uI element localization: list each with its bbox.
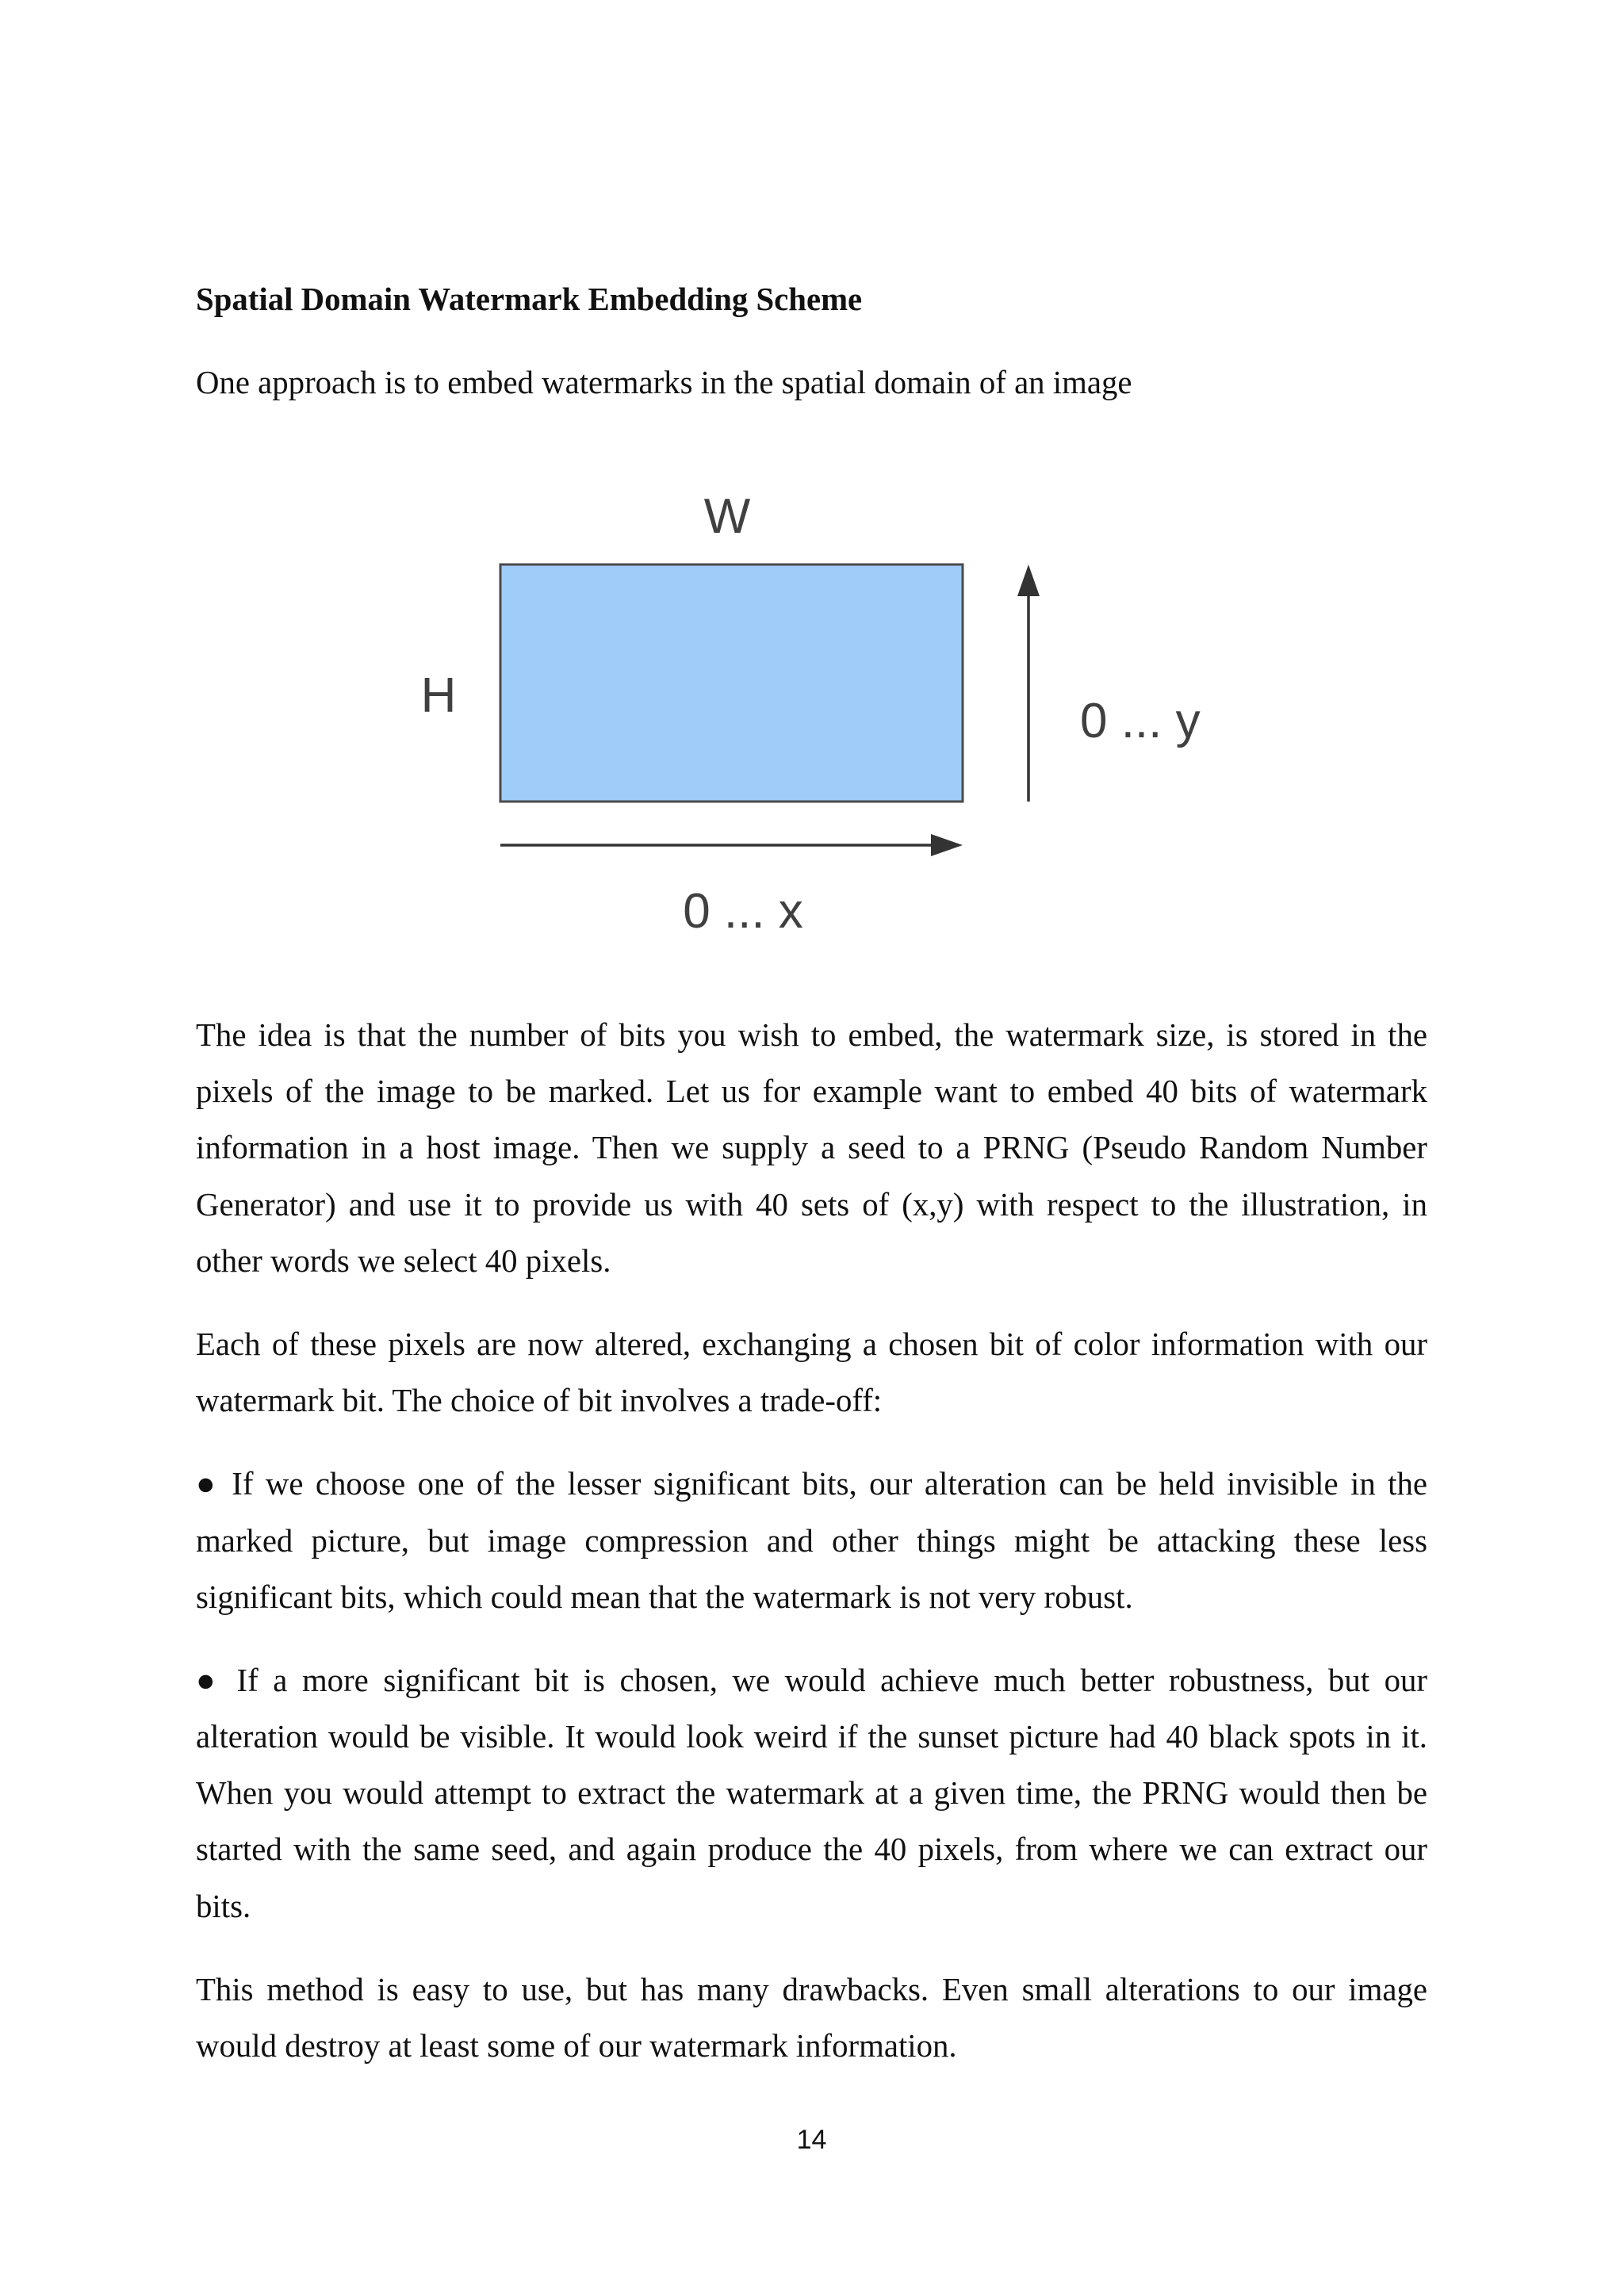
y-axis-label: 0 ... y bbox=[1080, 694, 1201, 748]
paragraph-line: Generator) and use it to provide us with 40 sets of (x,y) with respect to the illustration, in bbox=[196, 1186, 1427, 1223]
y-axis-arrow-head bbox=[1017, 564, 1040, 596]
paragraph-line: watermark bit. The choice of bit involves a trade-off: bbox=[196, 1383, 883, 1419]
paragraph-line: When you would attempt to extract the watermark at a given time, the PRNG would then be bbox=[196, 1775, 1427, 1812]
paragraph-line: The idea is that the number of bits you wish to embed, the watermark size, is stored in the bbox=[196, 1017, 1427, 1053]
x-axis-arrow bbox=[500, 834, 963, 856]
width-label: W bbox=[703, 489, 751, 544]
paragraph-line: marked picture, but image compression and other things might be attacking these less bbox=[196, 1522, 1427, 1559]
height-label: H bbox=[420, 668, 457, 723]
paragraph-line: started with the same seed, and again produce the 40 pixels, from where we can extract our bbox=[196, 1831, 1427, 1868]
x-axis-arrow-head bbox=[931, 834, 963, 856]
paragraph-line: significant bits, which could mean that the watermark is not very robust. bbox=[196, 1578, 1133, 1615]
image-rectangle bbox=[500, 564, 963, 802]
paragraph-line: alteration would be visible. It would look weird if the sunset picture had 40 black spots in it. bbox=[196, 1719, 1427, 1755]
paragraph-line: This method is easy to use, but has many drawbacks. Even small alterations to our image bbox=[196, 1971, 1427, 2007]
page-number: 14 bbox=[796, 2125, 827, 2155]
paragraph-5 bbox=[196, 1961, 1427, 2074]
paragraph-line: would destroy at least some of our watermark information. bbox=[196, 2028, 957, 2064]
x-axis-label: 0 ... x bbox=[683, 884, 803, 939]
paragraph-line: pixels of the image to be marked. Let us for example want to embed 40 bits of watermark bbox=[196, 1073, 1427, 1110]
paragraph-2 bbox=[196, 1316, 1427, 1429]
paragraph-line: Each of these pixels are now altered, exchanging a chosen bit of color information with our bbox=[196, 1326, 1427, 1362]
section-heading: Spatial Domain Watermark Embedding Scheme bbox=[196, 281, 863, 317]
paragraph-line: information in a host image. Then we supply a seed to a PRNG (Pseudo Random Number bbox=[196, 1130, 1427, 1166]
paragraph-line: ● If a more significant bit is chosen, we would achieve much better robustness, but our bbox=[196, 1662, 1427, 1698]
bullet-paragraph-1 bbox=[196, 1456, 1427, 1625]
intro-text: One approach is to embed watermarks in the spatial domain of an image bbox=[196, 365, 1132, 400]
paragraph-line: ● If we choose one of the lesser significant bits, our alteration can be held invisible in the bbox=[196, 1466, 1427, 1502]
paragraph-1 bbox=[196, 1007, 1427, 1289]
y-axis-arrow bbox=[1017, 564, 1040, 802]
paragraph-line: bits. bbox=[196, 1888, 251, 1924]
body-text bbox=[196, 1007, 1427, 2101]
bullet-paragraph-2 bbox=[196, 1652, 1427, 1934]
paragraph-line: other words we select 40 pixels. bbox=[196, 1242, 611, 1279]
spatial-domain-figure bbox=[0, 476, 1624, 967]
